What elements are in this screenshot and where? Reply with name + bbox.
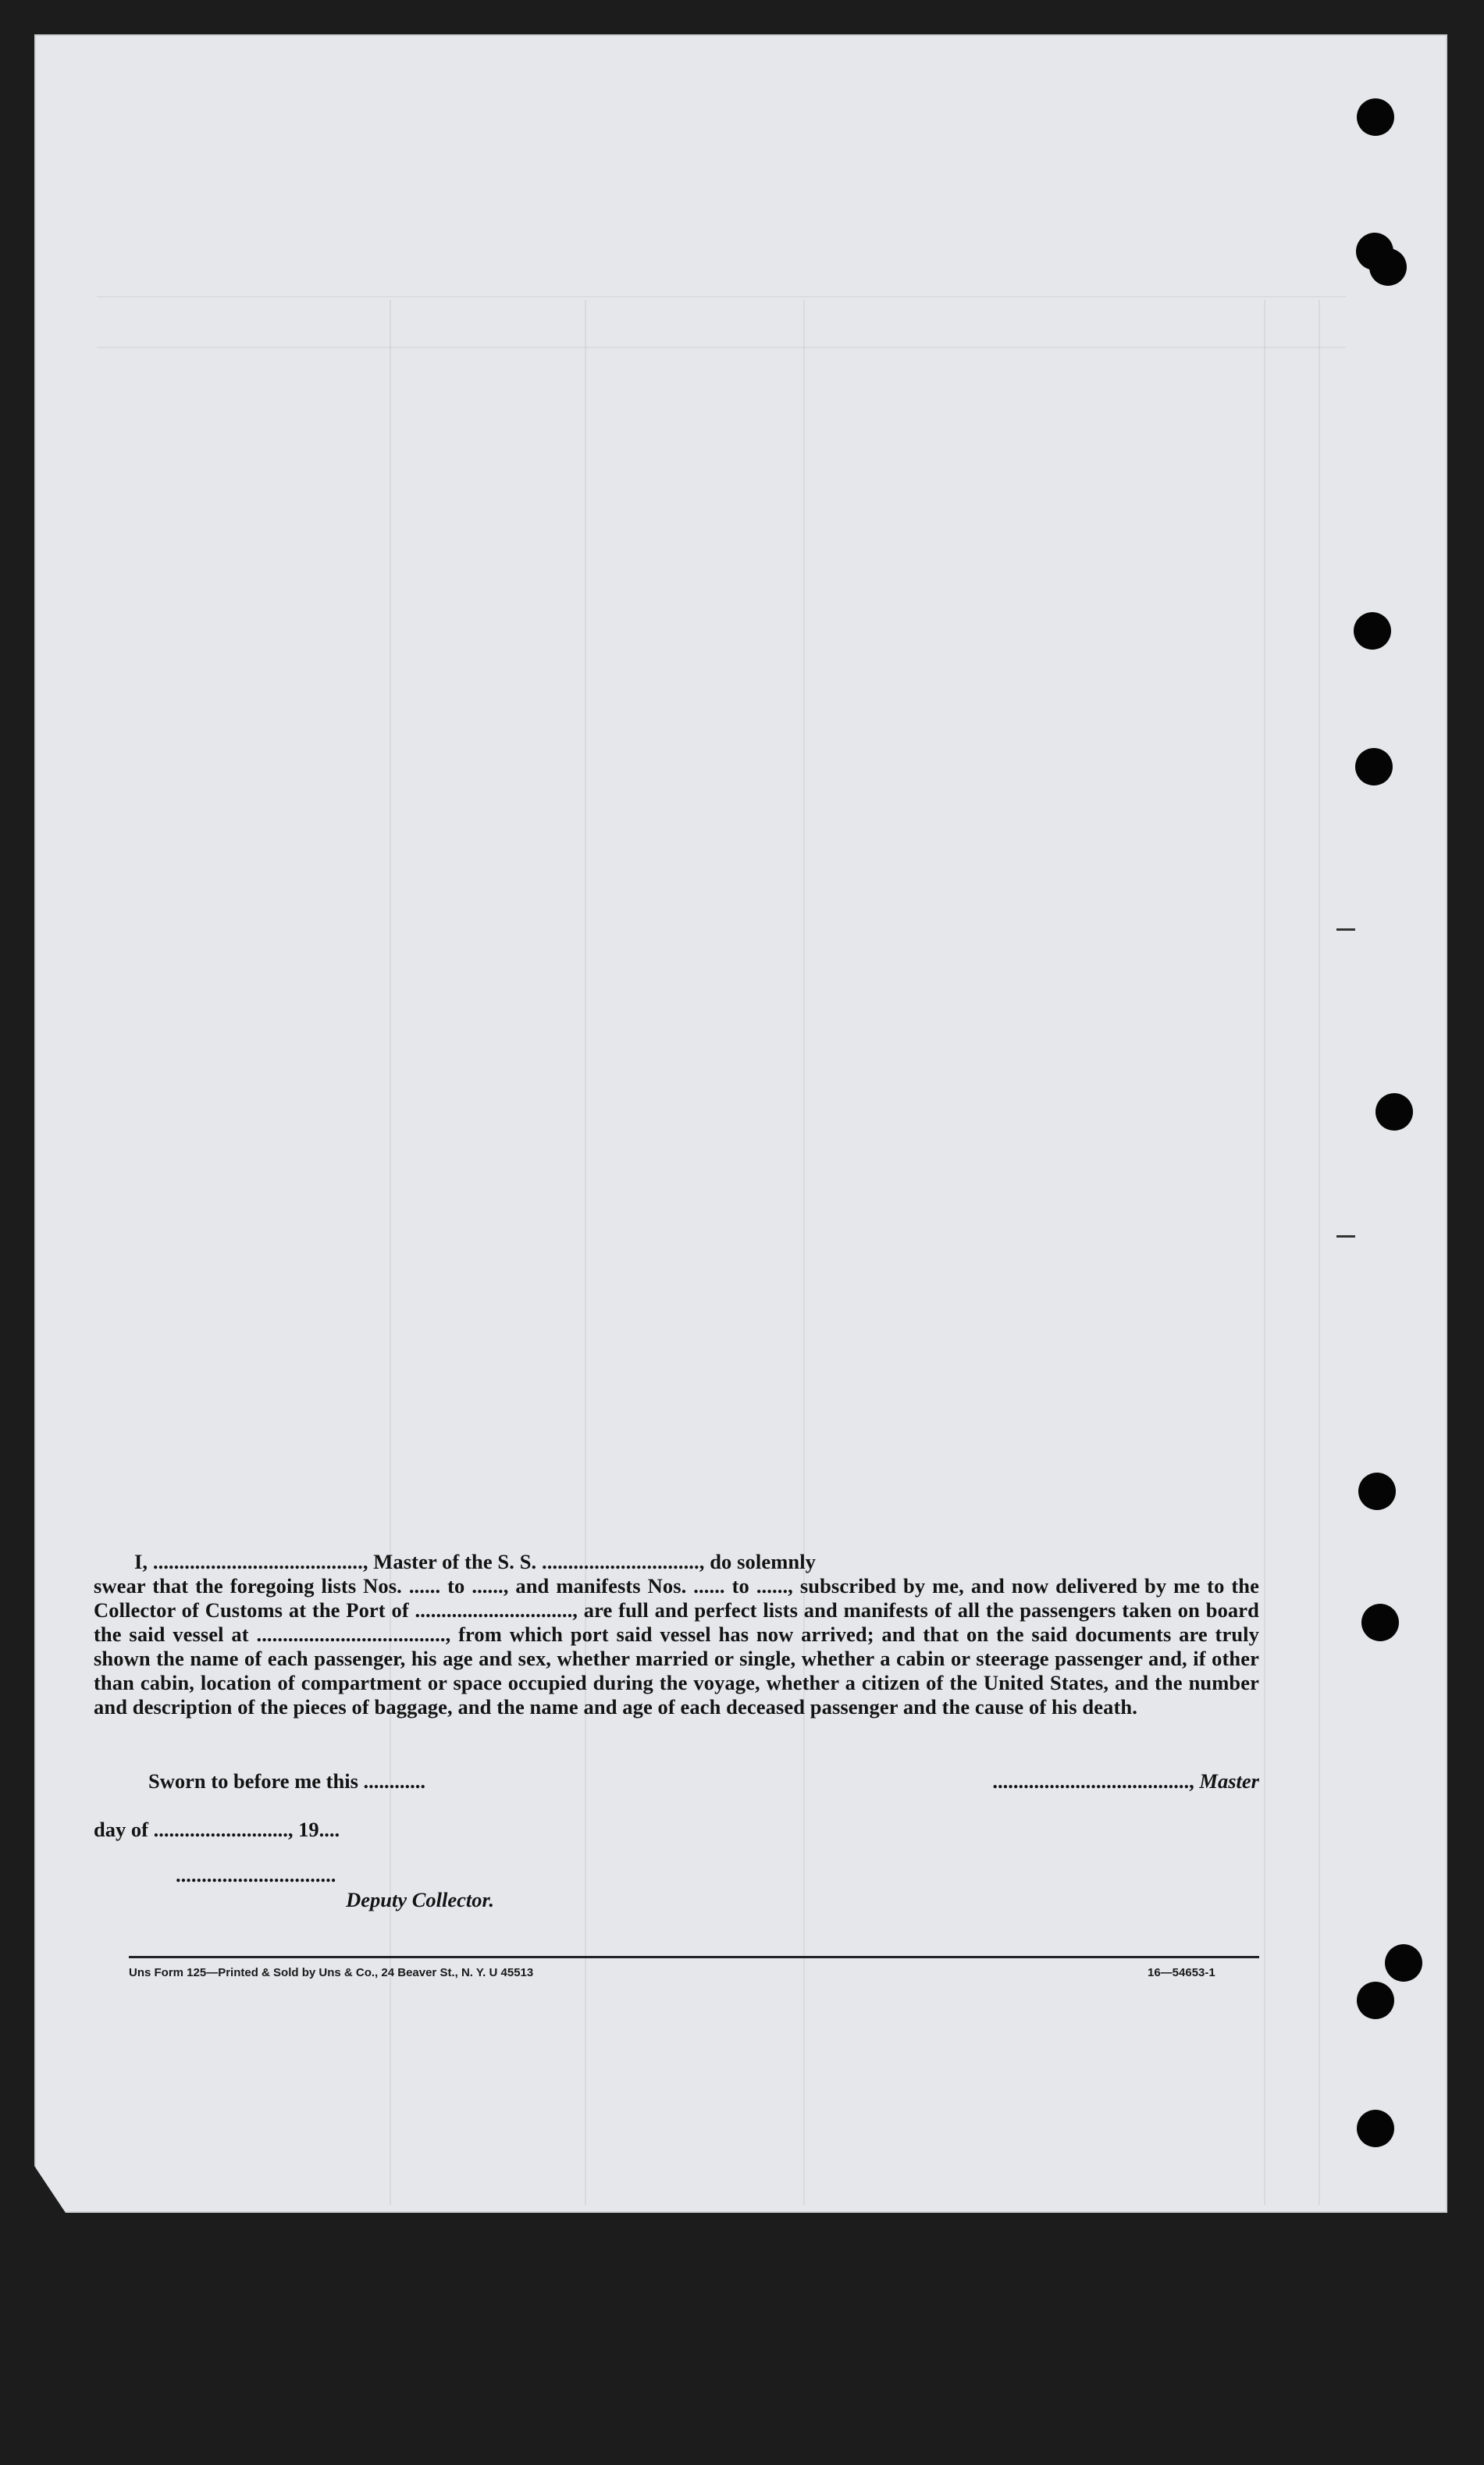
master-oath-paragraph (94, 1550, 1259, 1719)
margin-tick (1336, 1235, 1355, 1238)
oath-first-line: I, ........................................, Master of the S. S. .............................., do solemnly (134, 1550, 817, 1573)
master-label: Master (1199, 1769, 1259, 1793)
punch-hole (1354, 612, 1391, 650)
ghost-row-line (97, 296, 1346, 297)
form-code: 16—54653-1 (1148, 1966, 1215, 1979)
punch-hole (1357, 1982, 1394, 2019)
punch-hole (1385, 1944, 1422, 1982)
punch-hole (1358, 1473, 1396, 1510)
printer-imprint: Uns Form 125—Printed & Sold by Uns & Co., 24 Beaver St., N. Y. U 45513 (129, 1966, 534, 1979)
master-signature-dots: ......................................, (992, 1769, 1200, 1793)
day-of-line: day of .........................., 19.... (94, 1818, 340, 1841)
punch-hole (1357, 2110, 1394, 2147)
ghost-column-line (803, 300, 805, 2205)
oath-body: swear that the foregoing lists Nos. ...... to ......, and manifests Nos. ...... to ......, subscribed by me, and now delivered by me to the Collector of Customs at the Port of .............................., are full and perfect lists and manifests of all the passengers taken on board the said vessel at ...................................., from which port said vessel has now arrived; and that on the said documents are truly shown the name of each passenger, his age and sex, whether married or single, whether a cabin or steerage passenger and, if other than cabin, location of compartment or space occupied during the voyage, whether a citizen of the United States, and the number and description of the pieces of baggage, and the name and age of each deceased passenger and the cause of his death. (94, 1574, 1259, 1719)
master-signature-line (765, 1769, 1259, 1794)
punch-hole (1355, 748, 1393, 785)
ghost-column-line (585, 300, 586, 2205)
ghost-row-line (97, 347, 1346, 348)
deputy-collector-label: Deputy Collector. (346, 1888, 494, 1911)
punch-hole (1361, 1604, 1399, 1641)
sworn-before-line: Sworn to before me this ............ (148, 1769, 426, 1793)
punch-hole (1357, 98, 1394, 136)
ghost-column-line (1264, 300, 1265, 2205)
footer-divider (129, 1956, 1259, 1958)
punch-hole (1375, 1093, 1413, 1131)
margin-tick (1336, 928, 1355, 931)
punch-hole (1369, 248, 1407, 286)
ghost-column-line (1319, 300, 1320, 2205)
ghost-column-line (390, 300, 391, 2205)
deputy-collector-signature-dots: ............................... (176, 1863, 336, 1886)
